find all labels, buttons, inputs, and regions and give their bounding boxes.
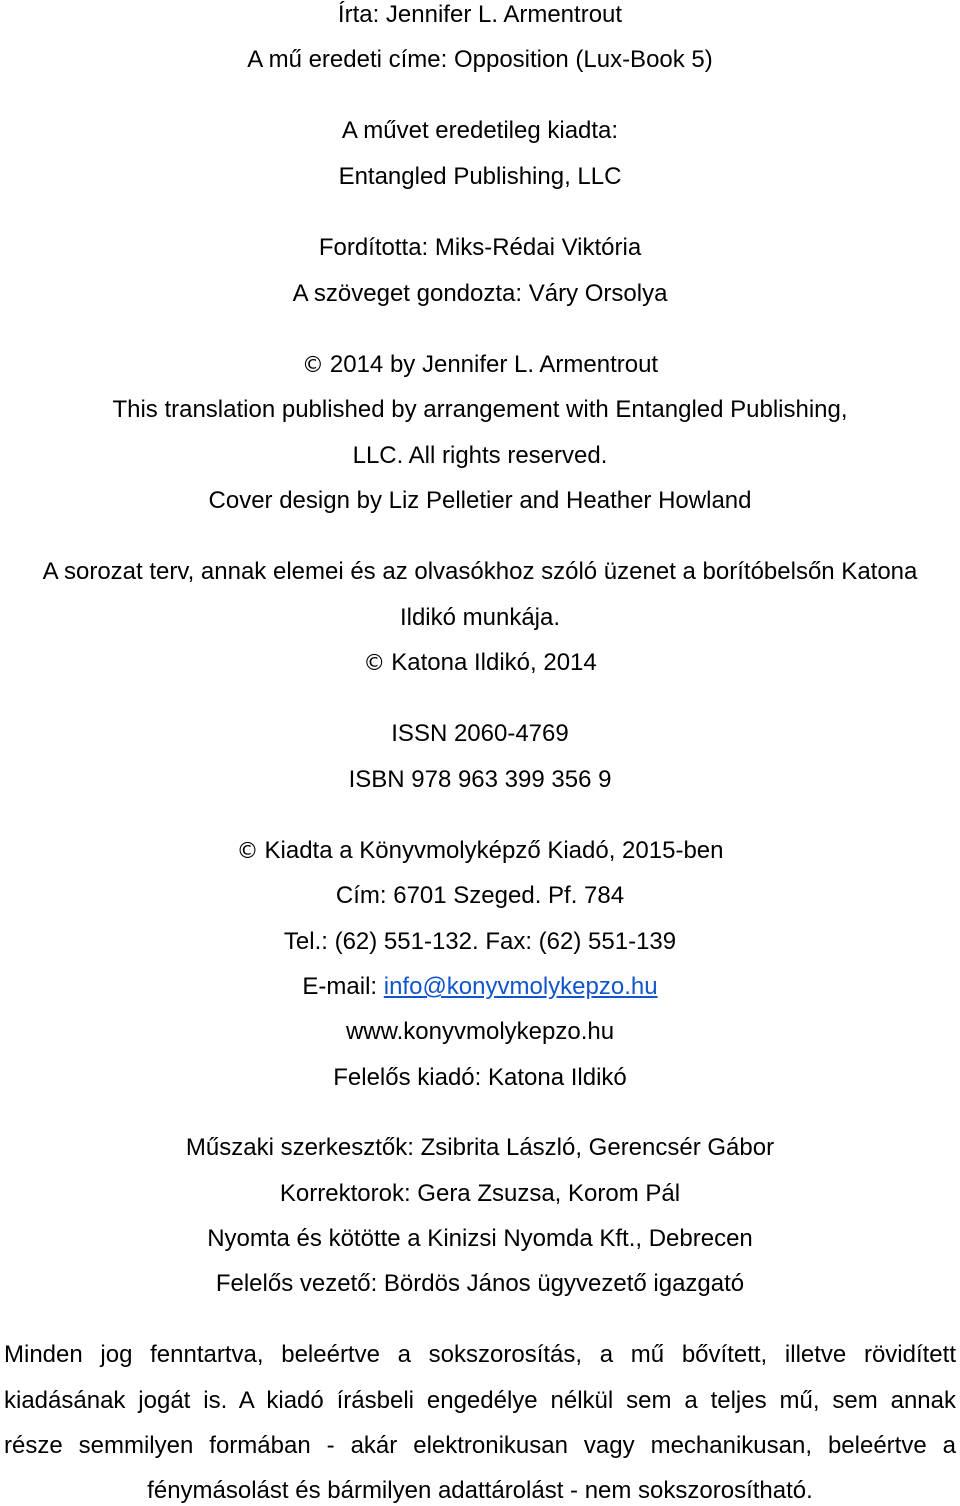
rights-paragraph-line-1: Minden jog fenntartva, beleértve a sokszorosítás, a mű bővített, illetve rövidített — [4, 1341, 956, 1368]
author-line: Írta: Jennifer L. Armentrout — [337, 1, 623, 28]
original-title: A mű eredeti címe: Opposition (Lux-Book 5) — [247, 46, 713, 73]
translator: Fordította: Miks-Rédai Viktória — [318, 234, 642, 261]
email-link[interactable]: info@konyvmolykepzo.hu — [383, 973, 658, 1000]
website: www.konyvmolykepzo.hu — [345, 1018, 615, 1045]
printer-manager: Felelős vezető: Bördös János ügyvezető igazgató — [215, 1270, 745, 1297]
series-copyright-text: Katona Ildikó, 2014 — [391, 649, 597, 676]
copyright-icon: © — [236, 839, 259, 864]
cover-design: Cover design by Liz Pelletier and Heather Howland — [208, 487, 752, 514]
technical-editors: Műszaki szerkesztők: Zsibrita László, Gerencsér Gábor — [185, 1134, 775, 1161]
phone-fax: Tel.: (62) 551-132. Fax: (62) 551-139 — [283, 928, 677, 955]
copyright-line — [0, 350, 960, 381]
translation-notice-1: This translation published by arrangement with Entangled Publishing, — [112, 396, 848, 423]
series-design-1: A sorozat terv, annak elemei és az olvasókhoz szóló üzenet a borítóbelsőn Katona — [42, 558, 918, 585]
rights-paragraph-line-4: fénymásolást és bármilyen adattárolást - nem sokszorosítható. — [147, 1477, 813, 1504]
copyright-icon: © — [301, 353, 324, 378]
series-design-2: Ildikó munkája. — [399, 604, 561, 631]
address: Cím: 6701 Szeged. Pf. 784 — [335, 882, 625, 909]
printer: Nyomta és kötötte a Kinizsi Nyomda Kft., Debrecen — [207, 1225, 753, 1252]
isbn: ISBN 978 963 399 356 9 — [348, 766, 612, 793]
editor: A szöveget gondozta: Váry Orsolya — [292, 280, 668, 307]
responsible-publisher: Felelős kiadó: Katona Ildikó — [333, 1064, 627, 1091]
issn: ISSN 2060-4769 — [391, 720, 569, 747]
publisher-text: Kiadta a Könyvmolyképző Kiadó, 2015-ben — [264, 837, 724, 864]
original-publisher-label: A művet eredetileg kiadta: — [341, 117, 619, 144]
series-copyright — [0, 648, 960, 679]
copyright-text: 2014 by Jennifer L. Armentrout — [329, 351, 659, 378]
proofreaders: Korrektorok: Gera Zsuzsa, Korom Pál — [279, 1180, 681, 1207]
original-publisher: Entangled Publishing, LLC — [338, 163, 622, 190]
rights-paragraph-line-3: része semmilyen formában - akár elektronikusan vagy mechanikusan, beleértve a — [4, 1432, 956, 1459]
publisher-line — [0, 836, 960, 867]
email-line — [0, 972, 960, 1002]
translation-notice-2: LLC. All rights reserved. — [352, 442, 608, 469]
email-label: E-mail: — [302, 973, 378, 1000]
copyright-icon: © — [363, 651, 386, 676]
rights-paragraph-line-2: kiadásának jogát is. A kiadó írásbeli engedélye nélkül sem a teljes mű, sem annak — [4, 1387, 956, 1414]
